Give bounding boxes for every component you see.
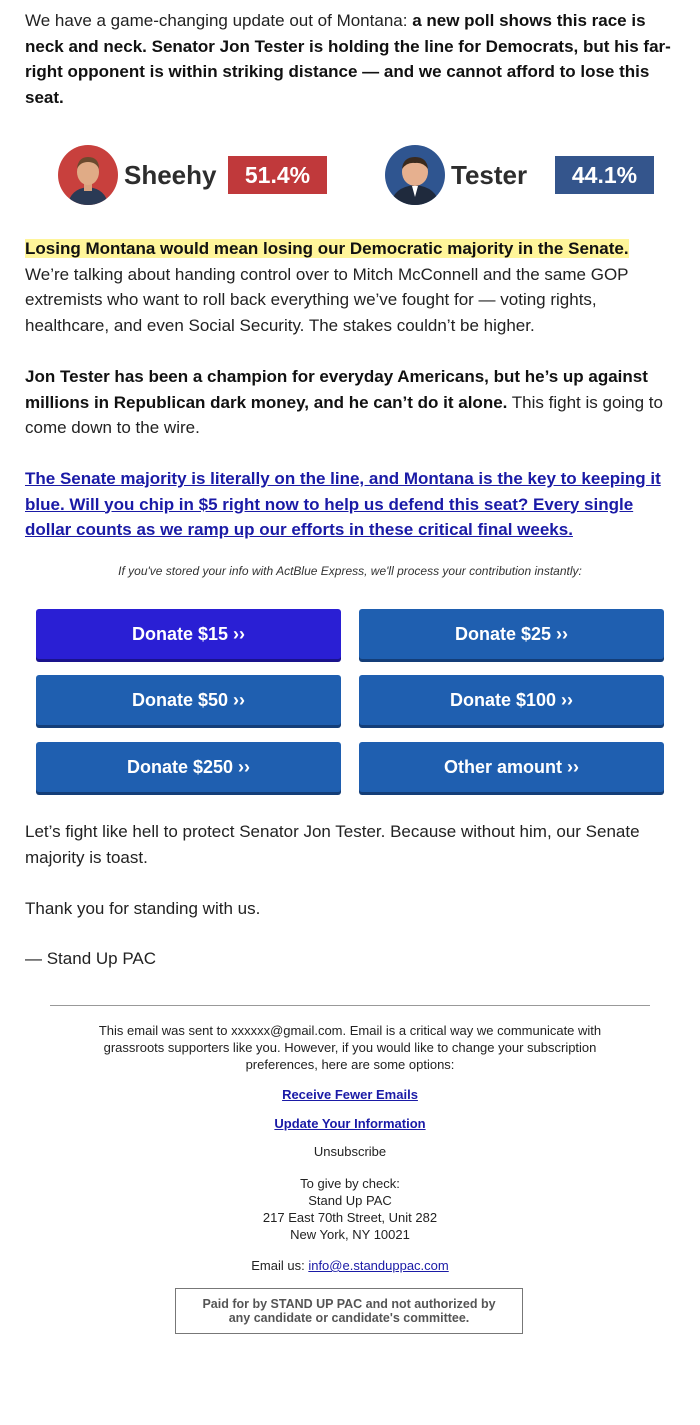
org-name: Stand Up PAC — [308, 1193, 392, 1208]
poll-graphic — [0, 144, 700, 208]
donate-50-button[interactable]: Donate $50 ›› — [36, 675, 341, 725]
footer-fewer-emails — [75, 1086, 625, 1103]
check-label: To give by check: — [300, 1176, 400, 1191]
intro-plain: We have a game-changing update out of Montana: — [25, 11, 413, 30]
signature: — Stand Up PAC — [25, 949, 157, 968]
footer-divider — [50, 1005, 650, 1006]
champion-paragraph — [25, 364, 675, 441]
donate-15-button[interactable]: Donate $15 ›› — [36, 609, 341, 659]
intro-paragraph — [25, 8, 675, 110]
stakes-paragraph — [25, 236, 675, 338]
receive-fewer-emails-link[interactable]: Receive Fewer Emails — [282, 1087, 418, 1102]
donate-100-button[interactable]: Donate $100 ›› — [359, 675, 664, 725]
paid-for-disclaimer: Paid for by STAND UP PAC and not authorized by any candidate or candidate's committee. — [175, 1288, 523, 1334]
contact-email-link[interactable]: info@e.standuppac.com — [308, 1258, 449, 1273]
champion-text: This fight is going to come down to the wire. — [25, 392, 663, 437]
tester-photo — [385, 145, 445, 205]
candidate-tester — [385, 144, 654, 206]
sheehy-name: Sheehy — [124, 159, 217, 190]
footer-email — [75, 1257, 625, 1274]
intro-bold: a new poll shows this race is neck and neck. Senator Jon Tester is holding the line for Democrats, but his far-right opponent is within striking distance — and we cannot afford to lose this seat. — [25, 11, 671, 107]
other-amount-button[interactable]: Other amount ›› — [359, 742, 664, 792]
stakes-text: We’re talking about handing control over to Mitch McConnell and the same GOP extremists who want to roll back everything we’ve fought for — voting rights, healthcare, and even Social Security. The stakes couldn’t be higher. — [25, 264, 629, 335]
email-label: Email us: — [251, 1258, 309, 1273]
street-address: 217 East 70th Street, Unit 282 — [262, 1210, 438, 1225]
donate-250-button[interactable]: Donate $250 ›› — [36, 742, 341, 792]
donate-25-button[interactable]: Donate $25 ›› — [359, 609, 664, 659]
footer-sent-to: This email was sent to xxxxxx@gmail.com. Email is a critical way we communicate with grassroots supporters like you. However, if you would like to change your subscription preferences, here are some options: — [98, 1023, 602, 1072]
tester-percent: 44.1% — [555, 156, 654, 194]
thanks-paragraph: Thank you for standing with us. — [25, 899, 261, 918]
stakes-highlight: Losing Montana would mean losing our Democratic majority in the Senate. — [25, 239, 629, 258]
sheehy-percent: 51.4% — [228, 156, 327, 194]
champion-bold: Jon Tester has been a champion for everyday Americans, but he’s up against millions in Republican dark money, and he can’t do it alone. — [25, 367, 648, 412]
cta-paragraph — [25, 466, 675, 543]
sheehy-photo — [58, 145, 118, 205]
update-information-link[interactable]: Update Your Information — [274, 1116, 426, 1131]
closing-paragraph: Let’s fight like hell to protect Senator Jon Tester. Because without him, our Senate majority is toast. — [25, 822, 640, 867]
cta-link[interactable]: The Senate majority is literally on the line, and Montana is the key to keeping it blue. Will you chip in $5 right now to help us defend this seat? Every single dollar counts as we ramp up our efforts in these critical final weeks. — [25, 469, 661, 539]
actblue-express-note: If you've stored your info with ActBlue Express, we'll process your contribution instantly: — [118, 564, 582, 578]
footer-address — [75, 1175, 625, 1243]
city-address: New York, NY 10021 — [290, 1227, 410, 1242]
tester-name: Tester — [451, 159, 528, 190]
footer-update-info — [75, 1115, 625, 1132]
unsubscribe-link[interactable]: Unsubscribe — [313, 1144, 387, 1159]
candidate-sheehy — [58, 144, 327, 206]
